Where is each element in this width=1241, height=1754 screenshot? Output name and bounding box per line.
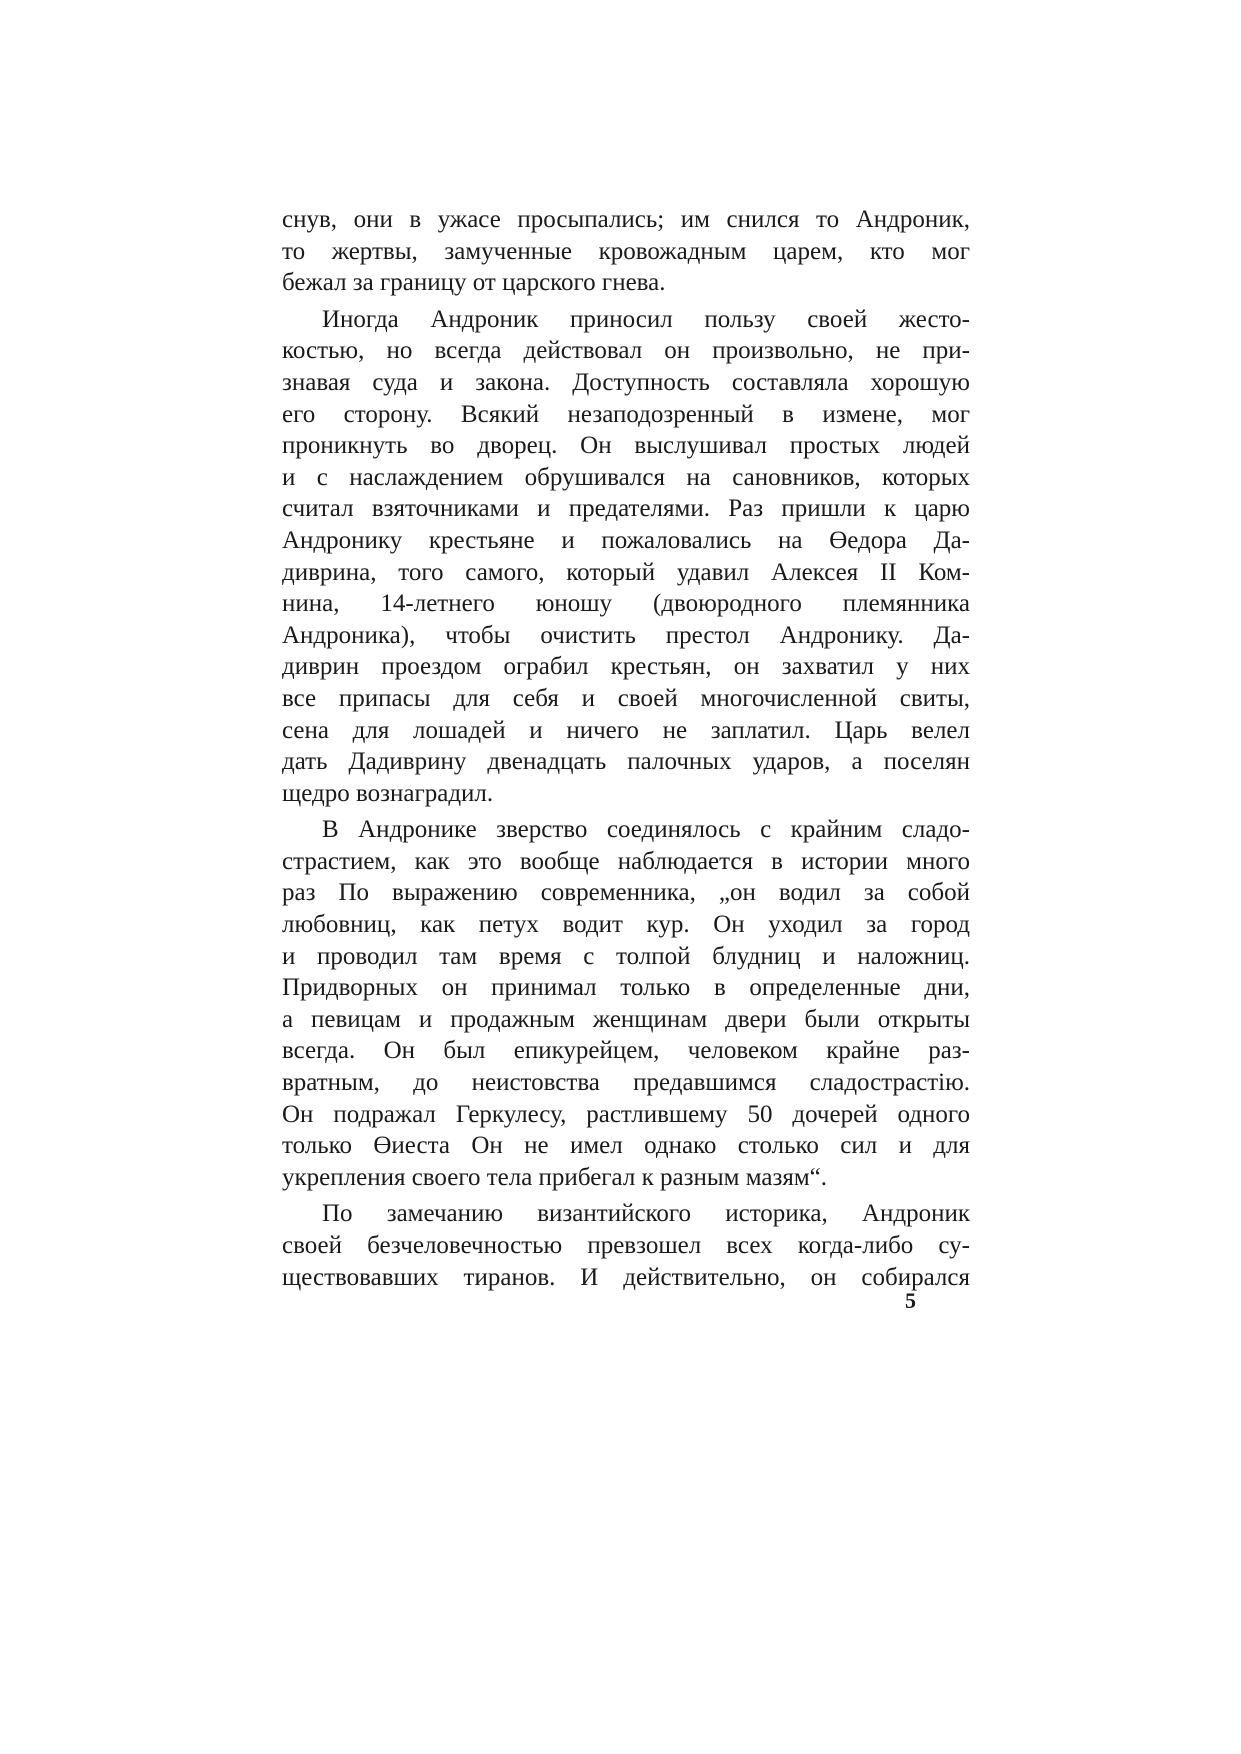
body-text	[282, 204, 970, 1293]
text-line: дать Дадиврину двенадцать палочных ударов, а поселян	[282, 748, 970, 776]
text-line: Андроника), чтобы очистить престол Андронику. Да-	[282, 621, 970, 649]
text-line: ществовавших тиранов. И действительно, он собирался	[282, 1263, 970, 1291]
text-line: Он подражал Геркулесу, растлившему 50 дочерей одного	[282, 1100, 970, 1128]
text-line: а певицам и продажным женщинам двери были открыты	[282, 1005, 970, 1033]
text-line: и с наслаждением обрушивался на сановников, которых	[282, 463, 970, 491]
text-line: Иногда Андроник приносил пользу своей жесто-	[322, 305, 970, 333]
text-line: знавая суда и закона. Доступность составляла хорошую	[282, 368, 970, 396]
text-line: вратным, до неистовства предавшимся сладострастію.	[282, 1069, 970, 1097]
text-line: проникнуть во дворец. Он выслушивал простых людей	[282, 432, 970, 460]
text-line: сена для лошадей и ничего не заплатил. Царь велел	[282, 716, 970, 744]
text-line: и проводил там время с толпой блудниц и наложниц.	[282, 942, 970, 970]
text-line: только Өиеста Он не имел однако столько сил и для	[282, 1132, 970, 1160]
text-line: раз По выражению современника, „он водил за собой	[282, 879, 970, 907]
text-line: страстием, как это вообще наблюдается в истории много	[282, 847, 970, 875]
text-line: Андронику крестьяне и пожаловались на Өедора Да-	[282, 526, 970, 554]
text-line: то жертвы, замученные кровожадным царем, кто мог	[282, 237, 970, 265]
text-line: считал взяточниками и предателями. Раз пришли к царю	[282, 495, 970, 523]
text-line: диврина, того самого, который удавил Алексея II Ком-	[282, 558, 970, 586]
text-line: снув, они в ужасе просыпались; им снился то Андроник,	[282, 206, 970, 233]
text-line: костью, но всегда действовал он произвольно, не при-	[282, 337, 970, 365]
text-line: любовниц, как петух водит кур. Он уходил за город	[282, 911, 970, 939]
text-line: нина, 14-летнего юношу (двоюродного племянника	[282, 590, 970, 618]
page-number: 5	[905, 1288, 916, 1313]
paragraph	[282, 304, 970, 810]
paragraph	[282, 1198, 970, 1293]
text-line: По замечанию византийского историка, Андроник	[322, 1200, 970, 1228]
text-line: всегда. Он был епикурейцем, человеком крайне раз-	[282, 1037, 970, 1065]
text-line: диврин проездом ограбил крестьян, он захватил у них	[282, 653, 970, 681]
text-line: все припасы для себя и своей многочисленной свиты,	[282, 684, 970, 712]
text-line: В Андронике зверство соединялось с крайним сладо-	[322, 816, 970, 844]
paragraph	[282, 204, 970, 299]
text-line: своей безчеловечностью превзошел всех когда-либо су-	[282, 1232, 970, 1259]
text-line: укрепления своего тела прибегал к разным мазям“.	[282, 1163, 827, 1191]
paragraph	[282, 814, 970, 1193]
text-line: бежал за границу от царского гнева.	[282, 269, 666, 297]
text-line: его сторону. Всякий незаподозренный в измене, мог	[282, 400, 970, 428]
text-line: Придворных он принимал только в определенные дни,	[282, 974, 970, 1002]
text-line: щедро вознаградил.	[282, 779, 494, 807]
